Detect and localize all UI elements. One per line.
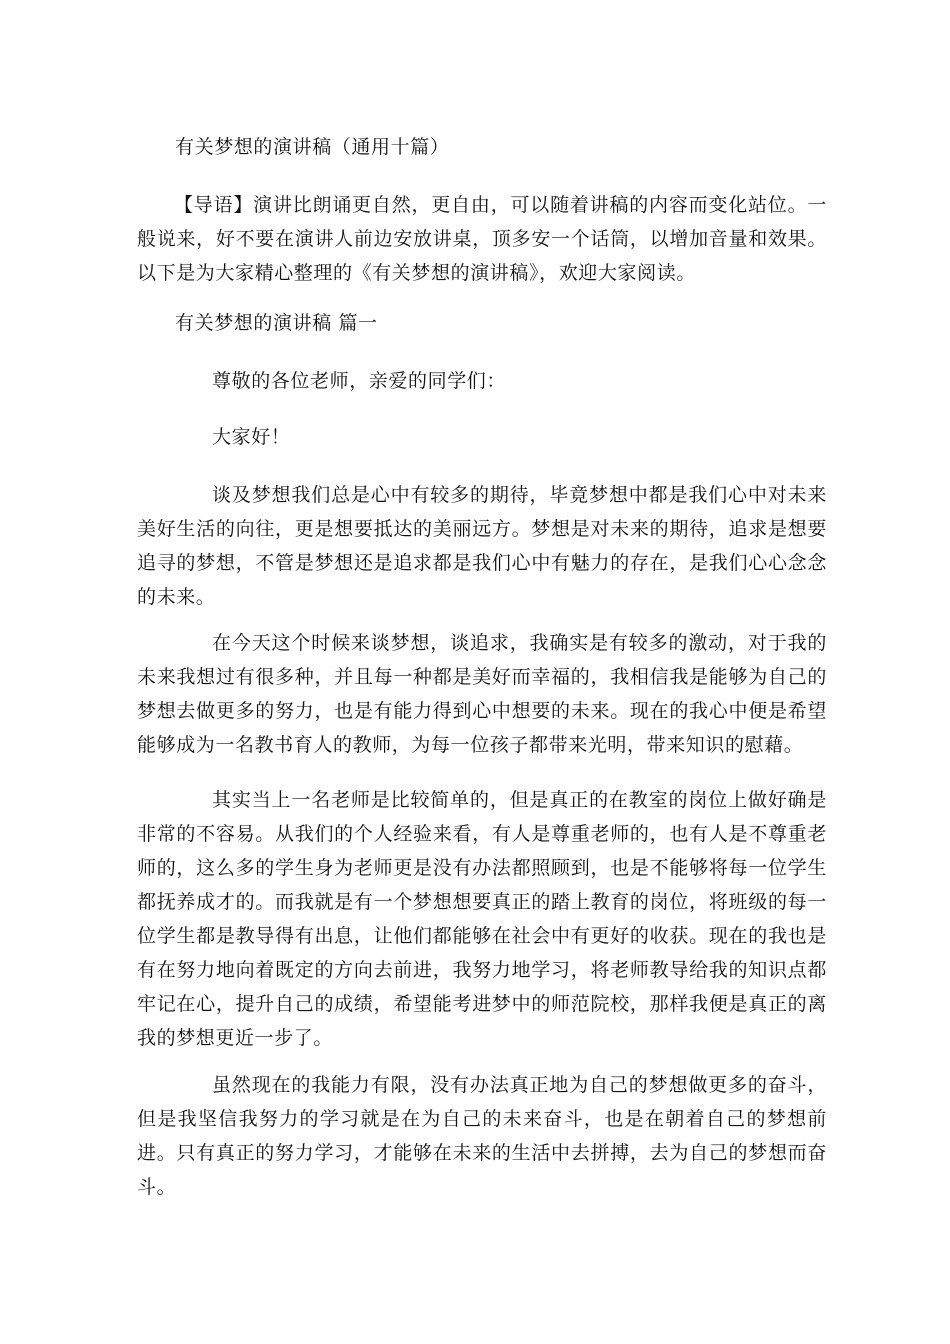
- body-paragraph-3: 其实当上一名老师是比较简单的，但是真正的在教室的岗位上做好确是非常的不容易。从我们的个人经验来看，有人是尊重老师的，也有人是不尊重老师的，这么多的学生身为老师更是没有办法都照顾到，也是不能够将每一位学生都抚养成才的。而我就是有一个梦想想要真正的踏上教育的岗位，将班级的每一位学生都是教导得有出息，让他们都能够在社会中有更好的收获。现在的我也是有在努力地向着既定的方向去前进，我努力地学习，将老师教导给我的知识点都牢记在心，提升自己的成绩，希望能考进梦中的师范院校，那样我便是真正的离我的梦想更近一步了。: [137, 789, 827, 1049]
- greeting-line: 尊敬的各位老师，亲爱的同学们：: [212, 370, 507, 392]
- body-paragraph-4: 虽然现在的我能力有限，没有办法真正地为自己的梦想做更多的奋斗，但是我坚信我努力的学习就是在为自己的未来奋斗，也是在朝着自己的梦想前进。只有真正的努力学习，才能够在未来的生活中去拼搏，去为自己的梦想而奋斗。: [137, 1074, 827, 1198]
- hello-line: 大家好！: [212, 426, 291, 448]
- body-paragraph-2: 在今天这个时候来谈梦想，谈追求，我确实是有较多的激动，对于我的未来我想过有很多种，并且每一种都是美好而幸福的，我相信我是能够为自己的梦想去做更多的努力，也是有能力得到心中想要的未来。现在的我心中便是希望能够成为一名教书育人的教师，为每一位孩子都带来光明，带来知识的慰藉。: [137, 632, 827, 756]
- body-paragraph-1: 谈及梦想我们总是心中有较多的期待，毕竟梦想中都是我们心中对未来美好生活的向往，更是想要抵达的美丽远方。梦想是对未来的期待，追求是想要追寻的梦想，不管是梦想还是追求都是我们心中有魅力的存在，是我们心心念念的未来。: [137, 484, 827, 608]
- intro-paragraph: 【导语】演讲比朗诵更自然，更自由，可以随着讲稿的内容而变化站位。一般说来，好不要在演讲人前边安放讲桌，顶多安一个话筒，以增加音量和效果。以下是为大家精心整理的《有关梦想的演讲稿》，欢迎大家阅读。: [137, 194, 827, 284]
- document-title: 有关梦想的演讲稿（通用十篇）: [175, 136, 450, 158]
- section-title: 有关梦想的演讲稿 篇一: [175, 312, 378, 334]
